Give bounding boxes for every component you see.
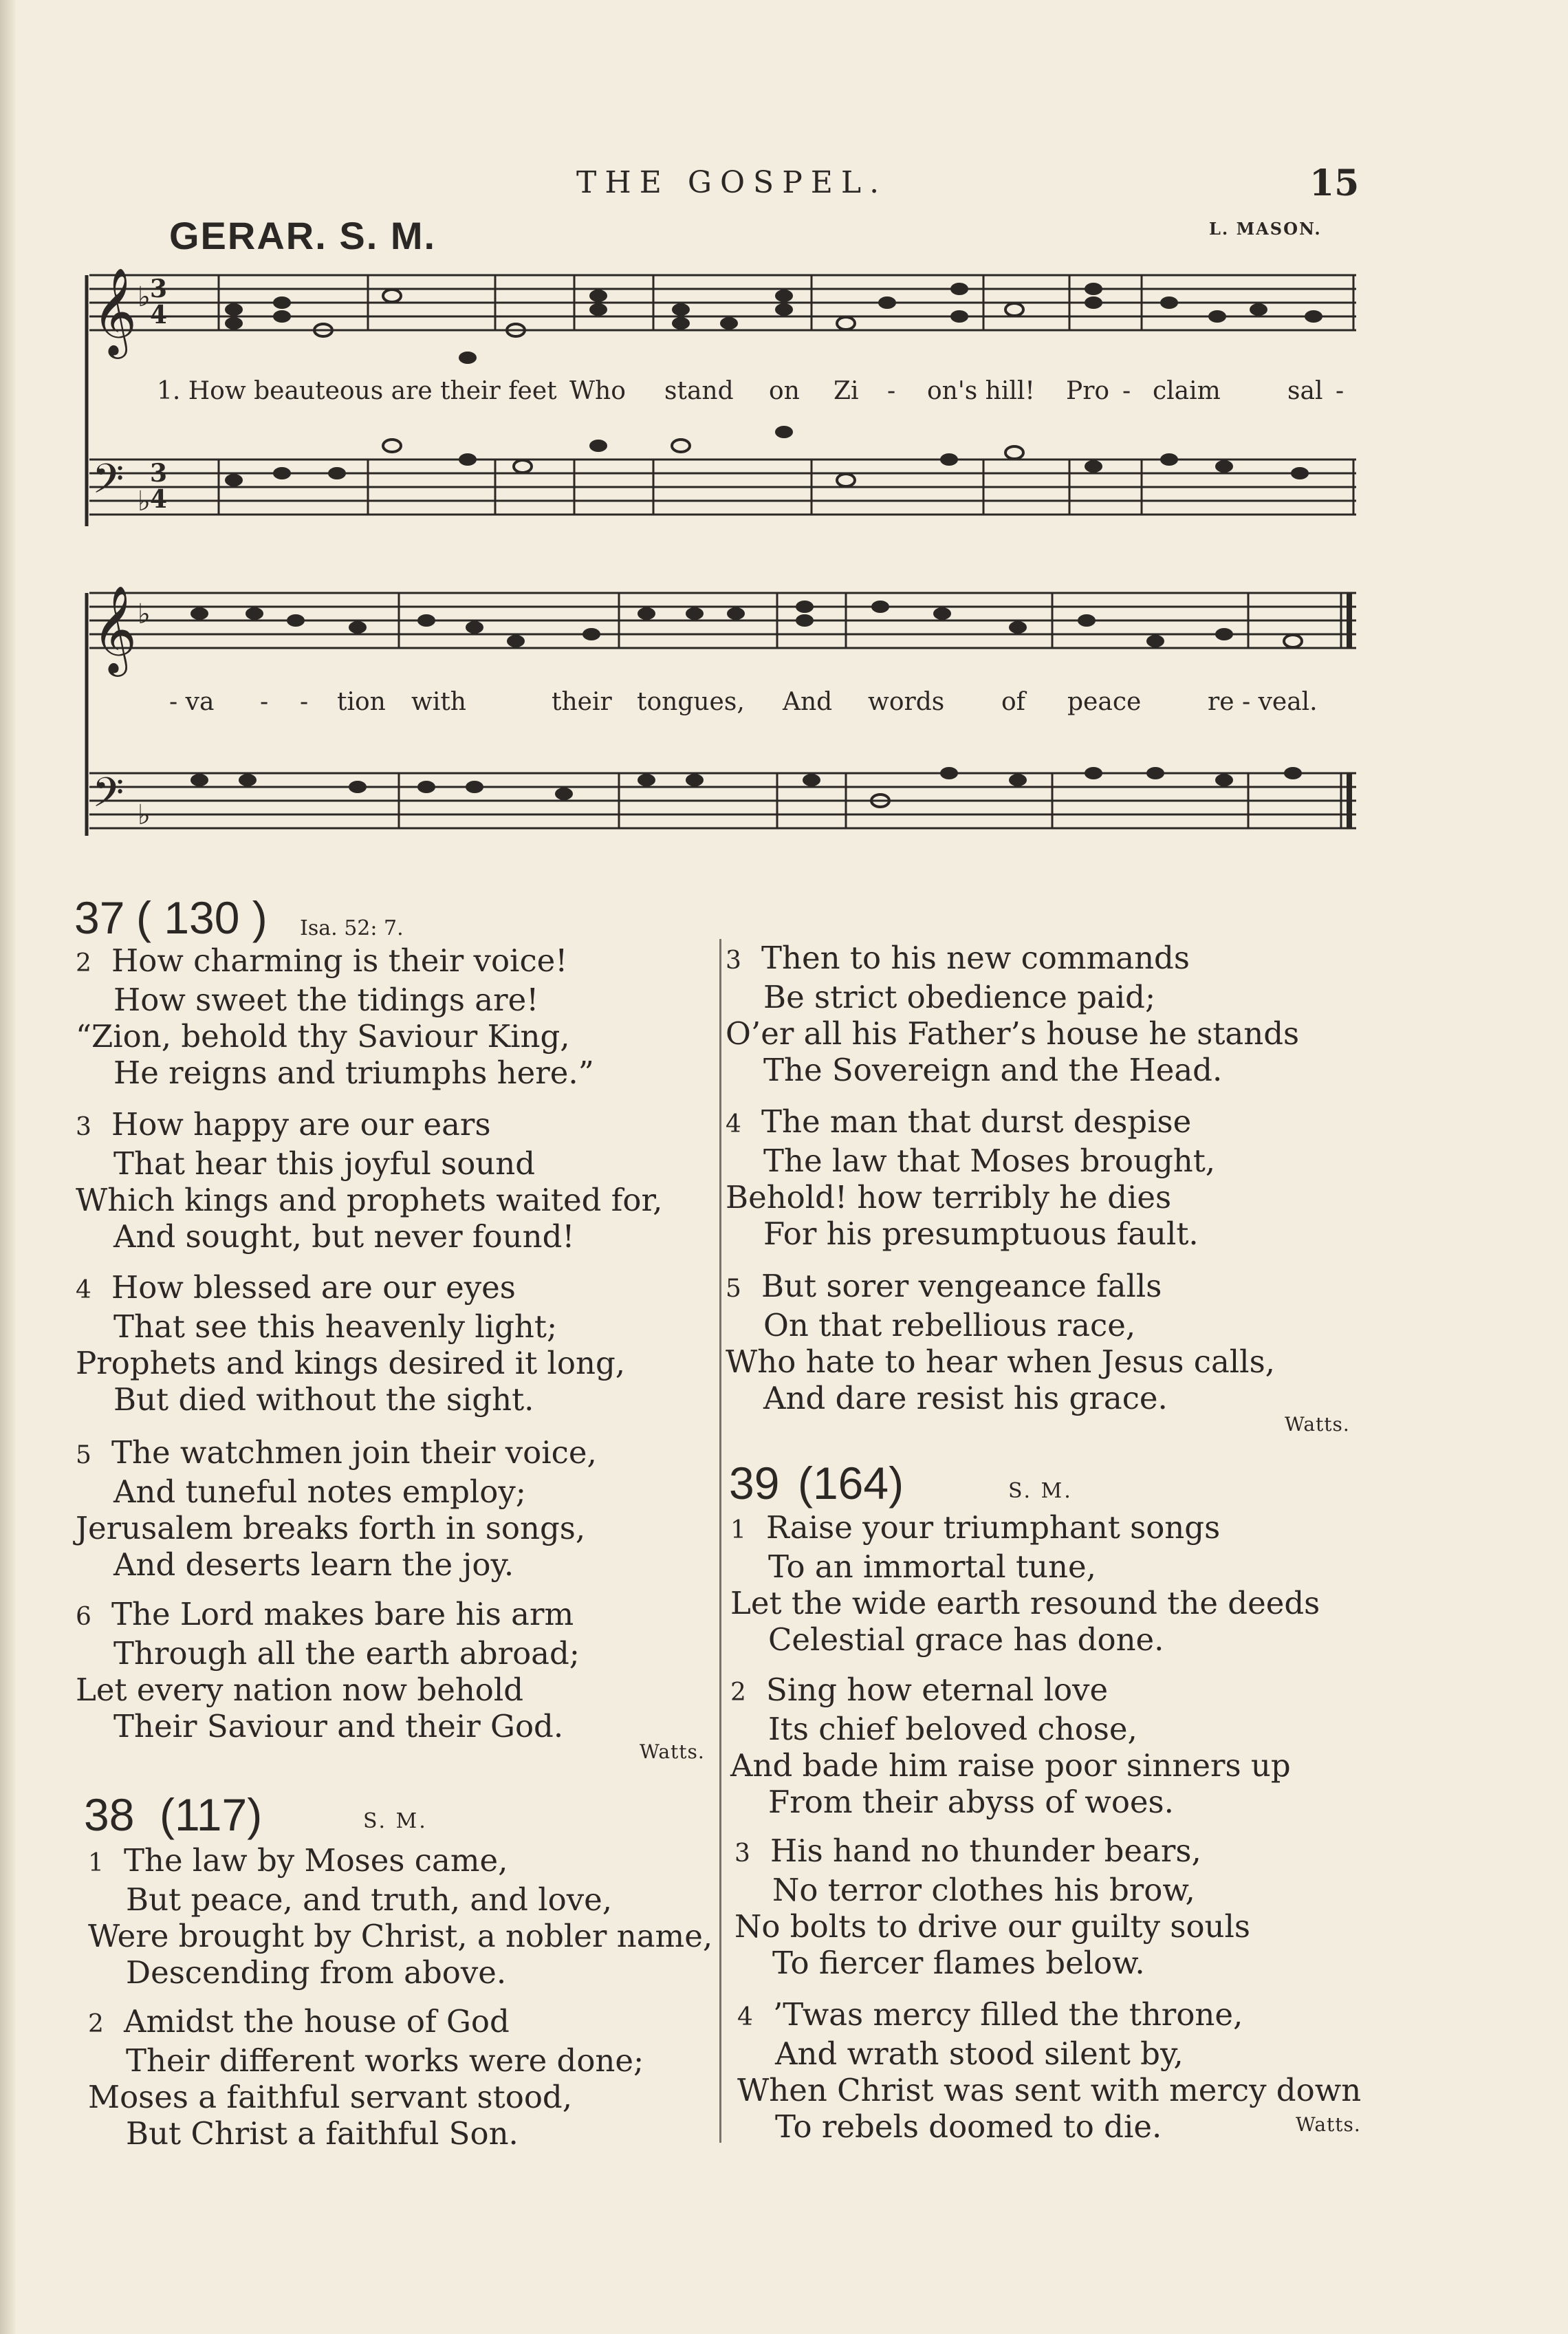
lyric-word: - bbox=[887, 377, 896, 405]
stanza-line: Raise your triumphant songs bbox=[766, 1509, 1221, 1546]
stanza bbox=[76, 1269, 625, 1418]
lyric-word: peace bbox=[1067, 688, 1142, 716]
lyric-word: - bbox=[1122, 377, 1131, 405]
svg-text:4: 4 bbox=[150, 301, 168, 329]
stanza bbox=[730, 1509, 1320, 1658]
lyric-word: And bbox=[783, 688, 833, 716]
stanza-line: O’er all his Father’s house he stands bbox=[726, 1015, 1300, 1052]
verse-number: 3 bbox=[726, 947, 741, 975]
stanza-line: No bolts to drive our guilty souls bbox=[734, 1908, 1251, 1945]
stanza-line: And tuneful notes employ; bbox=[113, 1473, 526, 1510]
stanza bbox=[76, 1434, 597, 1583]
stanza-line: To fiercer flames below. bbox=[772, 1945, 1145, 1981]
verse-number: 2 bbox=[88, 2010, 104, 2038]
stanza-line: Amidst the house of God bbox=[124, 2003, 510, 2040]
sheet-music bbox=[0, 0, 1568, 867]
stanza-line: The law by Moses came, bbox=[124, 1842, 508, 1879]
composer: L. MASON. bbox=[1209, 219, 1322, 239]
lyric-word: on bbox=[769, 377, 800, 405]
stanza-line: The Lord makes bare his arm bbox=[111, 1596, 574, 1632]
stanza-line: Through all the earth abroad; bbox=[113, 1635, 580, 1672]
stanza-line: No terror clothes his brow, bbox=[772, 1872, 1195, 1908]
stanza-line: How blessed are our eyes bbox=[111, 1269, 516, 1306]
stanza-line: Which kings and prophets waited for, bbox=[76, 1182, 663, 1218]
hymn-alt-number: (117) bbox=[160, 1789, 263, 1840]
stanza-line: The man that durst despise bbox=[761, 1103, 1192, 1140]
stanza-line: But Christ a faithful Son. bbox=[126, 2115, 519, 2152]
verse-number: 2 bbox=[76, 949, 91, 977]
stanza bbox=[76, 1106, 662, 1255]
svg-text:♭: ♭ bbox=[138, 486, 151, 517]
lyric-word: re - veal. bbox=[1208, 688, 1318, 716]
stanza-line: His hand no thunder bears, bbox=[770, 1833, 1201, 1869]
hymn-number: 37 bbox=[74, 892, 125, 943]
lyric-word: Pro bbox=[1066, 377, 1110, 405]
verse-number: 1 bbox=[730, 1516, 746, 1544]
svg-text:3: 3 bbox=[150, 459, 168, 488]
stanza-line: When Christ was sent with mercy down bbox=[737, 2072, 1362, 2108]
lyric-word: their bbox=[552, 688, 612, 716]
stanza-line: Were brought by Christ, a nobler name, bbox=[88, 1918, 713, 1954]
lyric-word: on's hill! bbox=[927, 377, 1035, 405]
running-header: THE GOSPEL. bbox=[576, 165, 888, 200]
stanza bbox=[76, 942, 594, 1091]
stanza-line: And bade him raise poor sinners up bbox=[730, 1747, 1291, 1784]
lyric-word: of bbox=[1001, 688, 1025, 716]
page-number: 15 bbox=[1309, 162, 1360, 204]
lyric-word: Who bbox=[569, 377, 626, 405]
verse-number: 4 bbox=[726, 1110, 741, 1138]
lyric-word: - bbox=[1336, 377, 1344, 405]
stanza-line: Let every nation now behold bbox=[76, 1672, 524, 1708]
stanza-line: Then to his new commands bbox=[761, 940, 1190, 976]
clefs-2 bbox=[92, 585, 151, 831]
scripture-reference: Isa. 52: 7. bbox=[300, 916, 404, 940]
stanza-line: And deserts learn the joy. bbox=[113, 1546, 514, 1583]
stanza bbox=[726, 1268, 1275, 1416]
author-attribution: Watts. bbox=[1285, 1413, 1350, 1436]
tune-name: GERAR. S. M. bbox=[169, 214, 437, 257]
stanza-line: And sought, but never found! bbox=[113, 1218, 575, 1255]
lyric-word: - bbox=[260, 688, 269, 716]
stanza-line: Prophets and kings desired it long, bbox=[76, 1345, 626, 1381]
verse-number: 4 bbox=[76, 1276, 91, 1304]
stanza bbox=[734, 1833, 1250, 1981]
verse-number: 1 bbox=[88, 1849, 104, 1877]
lyric-word: claim bbox=[1153, 377, 1221, 405]
stanza bbox=[76, 1596, 580, 1744]
lyric-word: with bbox=[411, 688, 466, 716]
lyric-word: tion bbox=[337, 688, 386, 716]
stanza-line: Sing how eternal love bbox=[766, 1672, 1109, 1708]
lyric-word: stand bbox=[664, 377, 734, 405]
svg-text:4: 4 bbox=[150, 485, 168, 514]
meter: S. M. bbox=[363, 1809, 428, 1833]
stanza-line: To an immortal tune, bbox=[768, 1548, 1096, 1585]
stanza bbox=[726, 1103, 1215, 1252]
stanza-line: And dare resist his grace. bbox=[763, 1380, 1168, 1416]
svg-text:𝄞: 𝄞 bbox=[92, 585, 138, 673]
svg-text:♭: ♭ bbox=[138, 281, 151, 313]
verse-number: 3 bbox=[76, 1113, 91, 1141]
stanza-line: “Zion, behold thy Saviour King, bbox=[76, 1018, 570, 1055]
stanza bbox=[737, 1996, 1361, 2145]
svg-text:♭: ♭ bbox=[138, 598, 151, 630]
stanza-line: Moses a faithful servant stood, bbox=[88, 2079, 573, 2115]
stanza-line: That see this heavenly light; bbox=[113, 1308, 558, 1345]
lyric-word: words bbox=[868, 688, 945, 716]
verse-number: 5 bbox=[726, 1275, 741, 1303]
lyric-word: tongues, bbox=[637, 688, 745, 716]
hymn-number: 39 bbox=[729, 1458, 780, 1509]
lyric-word: - bbox=[300, 688, 309, 716]
verse-number: 3 bbox=[734, 1839, 750, 1868]
hymn-number: 38 bbox=[84, 1789, 135, 1840]
verse-number: 6 bbox=[76, 1603, 91, 1631]
stanza-line: That hear this joyful sound bbox=[113, 1145, 536, 1182]
svg-text:𝄢: 𝄢 bbox=[92, 768, 124, 826]
stanza-line: The watchmen join their voice, bbox=[111, 1434, 597, 1471]
stanza-line: How charming is their voice! bbox=[111, 942, 568, 979]
stanza-line: From their abyss of woes. bbox=[768, 1784, 1174, 1820]
stanza-line: Their Saviour and their God. bbox=[113, 1708, 564, 1744]
svg-text:𝄞: 𝄞 bbox=[92, 267, 138, 355]
stanza-line: But peace, and truth, and love, bbox=[126, 1881, 613, 1918]
stanza-line: To rebels doomed to die. bbox=[775, 2108, 1162, 2145]
author-attribution: Watts. bbox=[640, 1740, 705, 1763]
stanza-line: Their different works were done; bbox=[126, 2042, 644, 2079]
stanza-line: The law that Moses brought, bbox=[763, 1143, 1216, 1179]
svg-text:3: 3 bbox=[150, 274, 168, 303]
stanza-line: Descending from above. bbox=[126, 1954, 507, 1991]
hymn-alt-number: ( 130 ) bbox=[136, 892, 268, 943]
stanza-line: But sorer vengeance falls bbox=[761, 1268, 1162, 1304]
stanza-line: ’Twas mercy filled the throne, bbox=[773, 1996, 1243, 2033]
stanza-line: Celestial grace has done. bbox=[768, 1621, 1164, 1658]
stanza-line: For his presumptuous fault. bbox=[763, 1215, 1199, 1252]
svg-text:𝄢: 𝄢 bbox=[92, 455, 124, 512]
svg-text:♭: ♭ bbox=[138, 799, 151, 831]
clefs-1 bbox=[92, 267, 167, 517]
stanza-line: Behold! how terribly he dies bbox=[726, 1179, 1172, 1215]
lyric-word: Zi bbox=[834, 377, 859, 405]
verse-number: 2 bbox=[730, 1678, 746, 1707]
stanza-line: The Sovereign and the Head. bbox=[763, 1052, 1223, 1088]
treble-staff-2 bbox=[89, 593, 1356, 648]
bass-staff-2 bbox=[89, 773, 1356, 828]
verse-number: 5 bbox=[76, 1441, 91, 1469]
hymn-alt-number: (164) bbox=[798, 1458, 904, 1509]
stanza-line: Jerusalem breaks forth in songs, bbox=[76, 1510, 586, 1546]
stanza-line: Be strict obedience paid; bbox=[763, 979, 1156, 1015]
lyric-word: 1. How beauteous are their feet bbox=[157, 377, 557, 405]
stanza-line: And wrath stood silent by, bbox=[775, 2035, 1184, 2072]
meter: S. M. bbox=[1008, 1479, 1073, 1503]
lyric-word: - va bbox=[169, 688, 215, 716]
column-divider bbox=[719, 939, 721, 2143]
verse-number: 4 bbox=[737, 2003, 753, 2031]
stanza-line: Let the wide earth resound the deeds bbox=[730, 1585, 1320, 1621]
stanza-line: He reigns and triumphs here.” bbox=[113, 1055, 594, 1091]
stanza bbox=[730, 1672, 1291, 1820]
stanza-line: How happy are our ears bbox=[111, 1106, 491, 1143]
stanza bbox=[726, 940, 1299, 1088]
stanza-line: Its chief beloved chose, bbox=[768, 1711, 1137, 1747]
stanza-line: How sweet the tidings are! bbox=[113, 982, 539, 1018]
author-attribution: Watts. bbox=[1296, 2113, 1361, 2136]
stanza-line: Who hate to hear when Jesus calls, bbox=[726, 1343, 1275, 1380]
stanza bbox=[88, 1842, 712, 1991]
stanza bbox=[88, 2003, 644, 2152]
stanza-line: But died without the sight. bbox=[113, 1381, 534, 1418]
lyric-word: sal bbox=[1287, 377, 1323, 405]
stanza-line: On that rebellious race, bbox=[763, 1307, 1136, 1343]
